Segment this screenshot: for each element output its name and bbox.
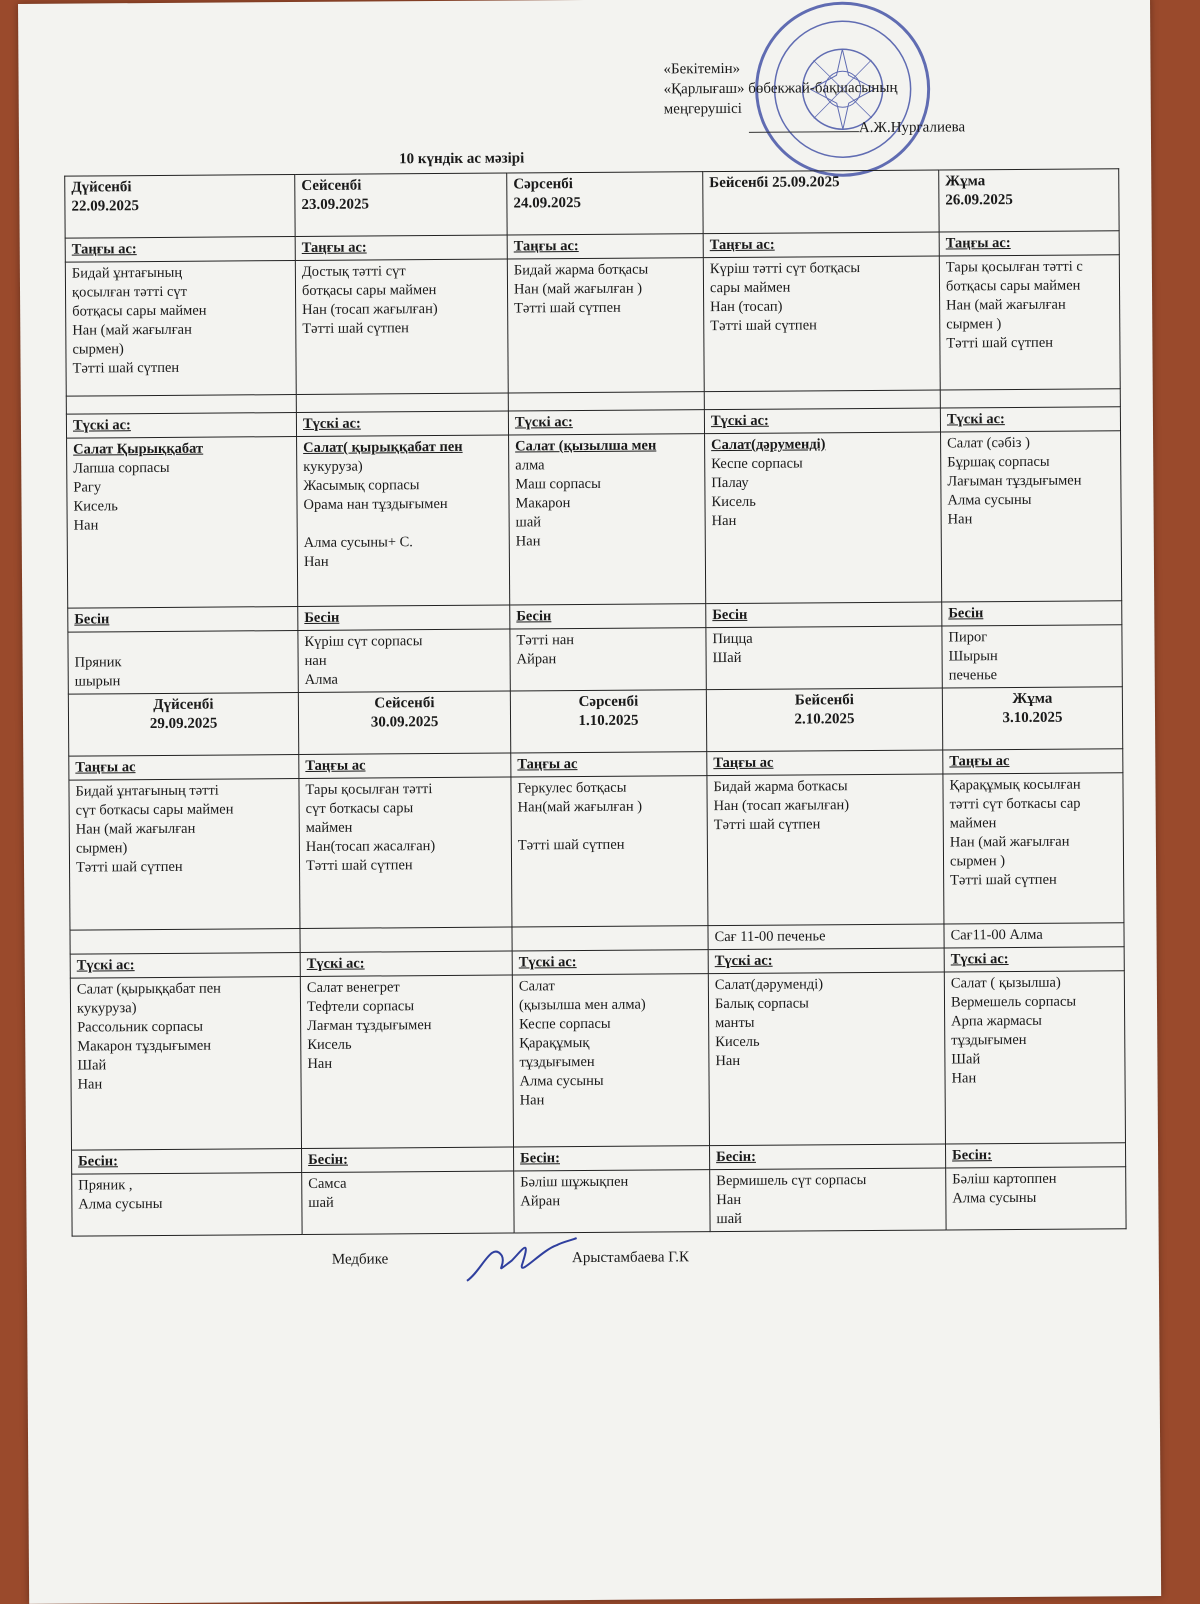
- lunch-row: [67, 431, 1122, 608]
- breakfast-row-cell: [939, 255, 1120, 390]
- lunch-row-cell: [297, 435, 510, 606]
- lunch-label-row-cell: [704, 408, 940, 434]
- lunch-row-text: Салат (сәбіз ) Бұршақ сорпасы Лағыман тұздығымен Алма сусыны Нан: [947, 434, 1082, 528]
- day-header-row-text: Жұма 26.09.2025: [945, 173, 1013, 209]
- day-header-row-text: Бейсенбі 25.09.2025: [709, 174, 840, 192]
- lunch-label-row-text: Түскі ас:: [72, 417, 131, 434]
- lunch-row-text: Салат ( қызылша) Вермешель сорпасы Арпа жармасы тұздығымен Шай Нан: [950, 974, 1077, 1087]
- lunch-label-row-cell: [66, 413, 296, 439]
- breakfast-row-cell: [65, 261, 296, 397]
- spacer-row-text: [303, 396, 502, 397]
- snack-row-text: Вермишель сүт сорпасы Нан шай: [716, 1172, 867, 1228]
- lunch-label-row-cell: [512, 950, 708, 975]
- director-name: А.Ж.Нургалиева: [858, 119, 966, 137]
- breakfast-label-row-cell: [507, 234, 703, 259]
- nurse-signature: [462, 1230, 582, 1291]
- snack-label-row-cell: [514, 1146, 710, 1171]
- lunch-label-row-text: Түскі ас:: [306, 955, 365, 972]
- breakfast-row-cell: [299, 777, 512, 928]
- day-header-row-text: Сәрсенбі 24.09.2025: [513, 176, 581, 212]
- breakfast-label-row-cell: [939, 231, 1119, 256]
- approval-line-3: меңгерушісі: [663, 100, 742, 118]
- spacer-row-cell: [296, 393, 508, 412]
- lunch-label-row-cell: [70, 953, 300, 979]
- breakfast-row-cell: [69, 779, 300, 931]
- lunch-label-row-cell: [708, 948, 944, 974]
- breakfast-row-text: Бидай ұнтағының тәтті сүт боткасы сары маймен Нан (май жағылған сырмен) Тәтті шай сүтпен: [75, 782, 234, 876]
- snack-label-row-text: Бесін:: [308, 1151, 349, 1168]
- lunch-label-row-text: Түскі ас:: [518, 954, 577, 971]
- lunch-label-row-cell: [940, 407, 1120, 432]
- lunch-label-row-cell: [296, 411, 508, 436]
- lunch-label-row-text: Түскі ас:: [514, 414, 573, 431]
- day-header-row-text: Сейсенбі 23.09.2025: [301, 177, 369, 213]
- snack-label-row-cell: [510, 604, 706, 629]
- breakfast-label-row-cell: [65, 237, 295, 263]
- salad-heading: Салат( қырыққабат пен: [303, 438, 463, 456]
- breakfast-row-cell: [511, 776, 708, 927]
- breakfast-row-cell: [943, 773, 1124, 924]
- lunch-row-text: Салат венегрет Тефтели сорпасы Лағман тұздығымен Кисель Нан: [306, 979, 432, 1072]
- snack-label-row-text: Бесін: [516, 608, 552, 625]
- snack-row-cell: [514, 1170, 710, 1233]
- day-header-row-text: Сейсенбі 30.09.2025: [370, 695, 439, 731]
- breakfast-row-cell: [703, 256, 940, 392]
- snack-label-row-cell: [302, 1147, 514, 1172]
- salad-heading: Салат(дәруменді): [711, 436, 826, 454]
- lunch-row-text: Кеспе сорпасы Палау Кисель Нан: [711, 455, 803, 530]
- extra-row-text: [518, 928, 701, 929]
- snack-row-cell: [302, 1171, 514, 1234]
- spacer-row-text: [73, 397, 290, 399]
- breakfast-row-cell: [707, 774, 944, 926]
- lunch-label-row-text: Түскі ас:: [946, 411, 1005, 428]
- snack-label-row-text: Бесін:: [78, 1153, 119, 1170]
- snack-label-row-cell: [68, 607, 298, 633]
- snack-row-cell: [72, 1172, 302, 1236]
- lunch-row-text: Салат (қызылша мен алма) Кеспе сорпасы Қарақұмық тұздығымен Алма сусыны Нан: [518, 978, 646, 1109]
- breakfast-row: [69, 773, 1124, 930]
- snack-row-cell: [710, 1168, 946, 1232]
- breakfast-label-row-cell: [703, 232, 939, 258]
- lunch-row-cell: [944, 971, 1125, 1144]
- snack-row: [68, 625, 1122, 694]
- approval-line-1: «Бекітемін»: [663, 60, 741, 78]
- day-header-row-cell: [65, 175, 295, 239]
- snack-label-row-cell: [710, 1144, 946, 1170]
- lunch-row-cell: [941, 431, 1122, 602]
- snack-row-text: Күріш сүт сорпасы нан Алма: [304, 633, 423, 688]
- lunch-label-row-cell: [944, 947, 1124, 972]
- snack-row-text: Самса шай: [308, 1175, 347, 1211]
- lunch-row-cell: [512, 974, 709, 1147]
- day-header-row-cell: [942, 687, 1122, 750]
- extra-row-text: Сағ11-00 Алма: [950, 926, 1043, 944]
- spacer-row-text: [515, 394, 698, 395]
- breakfast-label-row-cell: [295, 235, 507, 260]
- lunch-row-text: Лапша сорпасы Рагу Кисель Нан: [73, 459, 170, 534]
- snack-row-text: Пряник , Алма сусыны: [78, 1177, 163, 1213]
- snack-row-text: Бәліш шұжықпен Айран: [520, 1173, 629, 1210]
- day-header-row-cell: [295, 173, 507, 236]
- day-header-row-text: Жұма 3.10.2025: [1002, 690, 1063, 727]
- lunch-row-text: Салат (қырыққабат пен кукуруза) Рассольник сорпасы Макарон тұздығымен Шай Нан: [76, 980, 221, 1093]
- day-header-row-text: Дүйсенбі 29.09.2025: [149, 696, 218, 733]
- page-title: 10 күндік ас мәзірі: [399, 150, 525, 168]
- extra-row-cell: [300, 927, 512, 952]
- extra-row-cell: [512, 926, 708, 951]
- spacer-row-cell: [940, 389, 1120, 408]
- lunch-label-row-text: Түскі ас:: [302, 415, 361, 432]
- lunch-label-row-cell: [300, 951, 512, 976]
- spacer-row-cell: [508, 392, 704, 411]
- salad-heading: Салат Қырыққабат: [73, 440, 204, 458]
- spacer-row-cell: [704, 390, 940, 410]
- lunch-row-cell: [705, 432, 942, 604]
- breakfast-row-cell: [507, 258, 704, 393]
- extra-row-cell: [708, 924, 944, 950]
- lunch-row-cell: [300, 975, 513, 1148]
- extra-row-text: [76, 931, 293, 933]
- day-header-row-cell: [68, 693, 298, 757]
- lunch-row-cell: [509, 434, 706, 605]
- signature-line: [749, 131, 859, 133]
- day-header-row-cell: [703, 170, 939, 234]
- breakfast-row: [65, 255, 1120, 396]
- spacer-row-text: [711, 393, 934, 395]
- snack-label-row-cell: [942, 601, 1122, 626]
- snack-label-row-cell: [945, 1143, 1125, 1168]
- approval-block: [663, 57, 965, 139]
- lunch-row-cell: [70, 977, 301, 1151]
- snack-row-cell: [298, 629, 510, 692]
- snack-row-cell: [510, 628, 706, 691]
- menu-sheet: [18, 0, 1161, 1604]
- breakfast-label-row-text: Таңғы ас:: [709, 236, 775, 254]
- spacer-row-text: [947, 391, 1114, 392]
- day-header-row-cell: [298, 691, 510, 754]
- breakfast-row-text: Бидай ұнтағының қосылған тәтті сүт ботқасы сары маймен Нан (май жағылған сырмен) Тәтті шай сүтпен: [71, 264, 207, 377]
- extra-row-cell: [70, 929, 300, 955]
- lunch-label-row-text: Түскі ас:: [76, 957, 135, 974]
- day-header-row-cell: [939, 169, 1119, 232]
- lunch-row: [70, 971, 1125, 1150]
- snack-row-text: Пирог Шырын печенье: [948, 629, 998, 684]
- breakfast-label-row-cell: [299, 753, 511, 778]
- snack-row-text: Тәтті нан Айран: [516, 632, 575, 668]
- lunch-label-row-text: Түскі ас:: [714, 952, 773, 970]
- lunch-row-cell: [708, 972, 945, 1146]
- day-header-row: [65, 169, 1119, 238]
- snack-label-row-cell: [298, 605, 510, 630]
- breakfast-label-row-cell: [943, 749, 1123, 774]
- breakfast-row-text: Бидай жарма ботқасы Нан (май жағылған ) Тәтті шай сүтпен: [513, 261, 649, 317]
- snack-row-cell: [706, 626, 942, 690]
- breakfast-label-row-text: Таңғы ас: [75, 759, 136, 776]
- snack-row-text: Пряник шырын: [74, 635, 122, 690]
- breakfast-label-row-cell: [707, 750, 943, 776]
- breakfast-label-row-text: Таңғы ас: [713, 754, 774, 772]
- spacer-row-cell: [66, 395, 296, 415]
- extra-row-cell: [944, 923, 1124, 948]
- menu-table: [64, 168, 1126, 1236]
- breakfast-label-row-text: Таңғы ас: [949, 753, 1010, 770]
- snack-row-cell: [942, 625, 1122, 688]
- snack-label-row-text: Бесін: [74, 611, 110, 628]
- extra-row-text: [306, 930, 505, 931]
- breakfast-row-text: Бидай жарма боткасы Нан (тосап жағылған) Тәтті шай сүтпен: [713, 778, 850, 834]
- lunch-row-text: кукуруза) Жасымық сорпасы Орама нан тұздығымен Алма сусыны+ С. Нан: [303, 458, 448, 570]
- day-header-row-text: Сәрсенбі 1.10.2025: [578, 693, 639, 730]
- snack-row-text: Бәліш картоппен Алма сусыны: [952, 1170, 1057, 1207]
- snack-label-row-text: Бесін: [948, 605, 984, 622]
- snack-row-text: Пицца Шай: [712, 630, 753, 667]
- day-header-row-text: Дүйсенбі 22.09.2025: [71, 179, 139, 215]
- lunch-row-cell: [67, 437, 298, 609]
- breakfast-label-row-text: Таңғы ас:: [301, 239, 367, 256]
- day-header-row-cell: [507, 172, 703, 235]
- day-header-row-cell: [706, 688, 942, 752]
- snack-label-row-text: Бесін:: [520, 1150, 561, 1167]
- breakfast-row-text: Достық тәтті сүт ботқасы сары маймен Нан (тосап жағылған) Тәтті шай сүтпен: [301, 263, 438, 337]
- lunch-label-row-cell: [508, 410, 704, 435]
- breakfast-row-cell: [295, 259, 508, 394]
- snack-row-cell: [68, 631, 298, 695]
- snack-label-row-text: Бесін: [304, 609, 340, 626]
- snack-label-row-cell: [72, 1149, 302, 1175]
- snack-row-cell: [946, 1167, 1126, 1230]
- nurse-name: Арыстамбаева Г.К: [571, 1249, 689, 1267]
- breakfast-label-row-cell: [511, 752, 707, 777]
- breakfast-label-row-text: Таңғы ас:: [945, 235, 1011, 252]
- breakfast-row-text: Тары қосылған тәтті сүт боткасы сары маймен Нан(тосап жасалған) Тәтті шай сүтпен: [305, 781, 436, 874]
- snack-label-row-text: Бесін: [712, 606, 748, 624]
- lunch-row-text: алма Маш сорпасы Макарон шай Нан: [515, 457, 601, 550]
- snack-label-row-text: Бесін:: [716, 1148, 756, 1166]
- extra-row-text: Сағ 11-00 печенье: [714, 928, 826, 946]
- approval-line-2: «Қарлығаш» бөбекжай-бақшасының: [663, 79, 898, 98]
- breakfast-label-row-text: Таңғы ас:: [71, 241, 137, 258]
- breakfast-label-row-text: Таңғы ас: [517, 756, 578, 773]
- breakfast-label-row-text: Таңғы ас: [305, 757, 366, 774]
- day-header-row-cell: [510, 690, 706, 753]
- snack-row: [72, 1167, 1126, 1236]
- lunch-label-row-text: Түскі ас:: [710, 412, 769, 430]
- breakfast-row-text: Геркулес ботқасы Нан(май жағылған ) Тәтті шай сүтпен: [517, 779, 643, 854]
- lunch-row-text: Салат(дәруменді) Балық сорпасы манты Кисель Нан: [714, 976, 824, 1070]
- breakfast-label-row-cell: [69, 755, 299, 781]
- nurse-role: Медбике: [331, 1251, 389, 1268]
- breakfast-row-text: Күріш тәтті сүт ботқасы сары маймен Нан (тосап) Тәтті шай сүтпен: [709, 260, 861, 335]
- breakfast-row-text: Қарақұмық косылған тәтті сүт боткасы сар маймен Нан (май жағылған сырмен ) Тәтті шай сүтпен: [949, 776, 1081, 889]
- lunch-label-row-text: Түскі ас:: [950, 951, 1009, 968]
- day-header-row: [68, 687, 1122, 756]
- salad-heading: Салат (қызылша мен: [515, 437, 657, 455]
- breakfast-row-text: Тары қосылған тәтті с ботқасы сары маймен Нан (май жағылған сырмен ) Тәтті шай сүтпен: [945, 258, 1083, 352]
- breakfast-label-row-text: Таңғы ас:: [513, 238, 579, 255]
- day-header-row-text: Бейсенбі 2.10.2025: [794, 692, 855, 728]
- snack-label-row-text: Бесін:: [952, 1147, 992, 1164]
- snack-label-row-cell: [706, 602, 942, 628]
